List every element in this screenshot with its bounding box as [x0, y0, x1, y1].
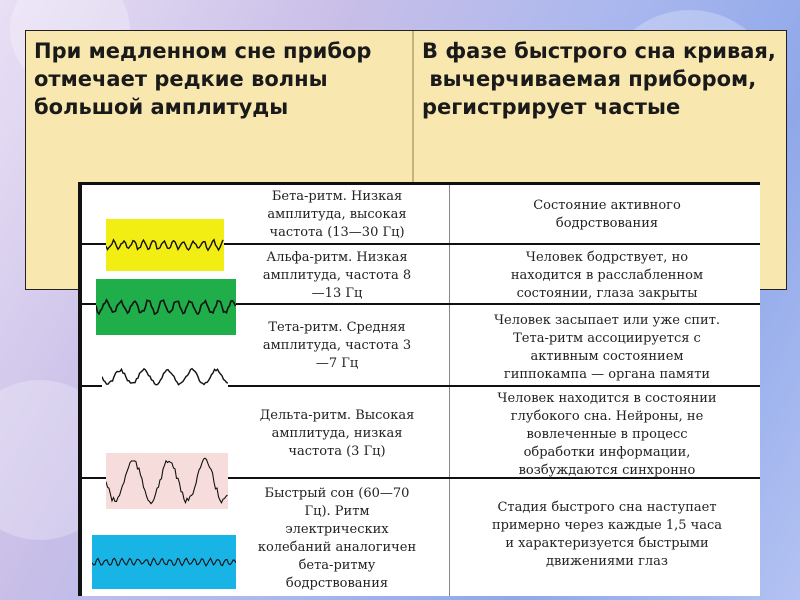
- table-row: [82, 479, 760, 599]
- rhythm-description: Быстрый сон (60—70 Гц). Ритм электрических колебаний аналогичен бета-ритму бодрствования: [257, 486, 417, 591]
- wave-sample: [92, 535, 236, 589]
- rhythm-description: Бета-ритм. Низкая амплитуда, высокая частота (13—30 Гц): [267, 189, 407, 240]
- rhythm-description: Альфа-ритм. Низкая амплитуда, частота 8 —13 Гц: [262, 250, 412, 301]
- table-row: [82, 185, 760, 245]
- rhythm-state: Человек бодрствует, но находится в расслабленном состоянии, глаза закрыты: [510, 250, 704, 301]
- table-row: [82, 245, 760, 305]
- rhythm-description: Дельта-ритм. Высокая амплитуда, низкая частота (3 Гц): [259, 408, 415, 459]
- rhythm-state: Состояние активного бодрствования: [533, 198, 681, 231]
- rhythm-state: Человек засыпает или уже спит. Тета-ритм ассоциируется с активным состоянием гиппокампа — органа памяти: [493, 313, 721, 382]
- rem-wave-chart: [92, 535, 236, 589]
- rhythm-state: Человек находится в состоянии глубокого сна. Нейроны, не вовлеченные в процесс обработки информации, возбуждаются синхронно: [497, 391, 717, 478]
- rhythm-state: Стадия быстрого сна наступает примерно через каждые 1,5 часа и характеризуется быстрыми движениями глаз: [491, 500, 723, 569]
- table-row: [82, 305, 760, 387]
- rhythm-description: Тета-ритм. Средняя амплитуда, частота 3 —7 Гц: [262, 320, 412, 371]
- slow-sleep-cell: При медленном сне прибор отмечает редкие волны большой амплитуды: [26, 31, 414, 289]
- brain-rhythms-table: [78, 182, 760, 596]
- rem-sleep-cell: В фазе быстрого сна кривая, вычерчиваемая прибором, регистрирует частые: [422, 39, 776, 119]
- table-row: [82, 387, 760, 479]
